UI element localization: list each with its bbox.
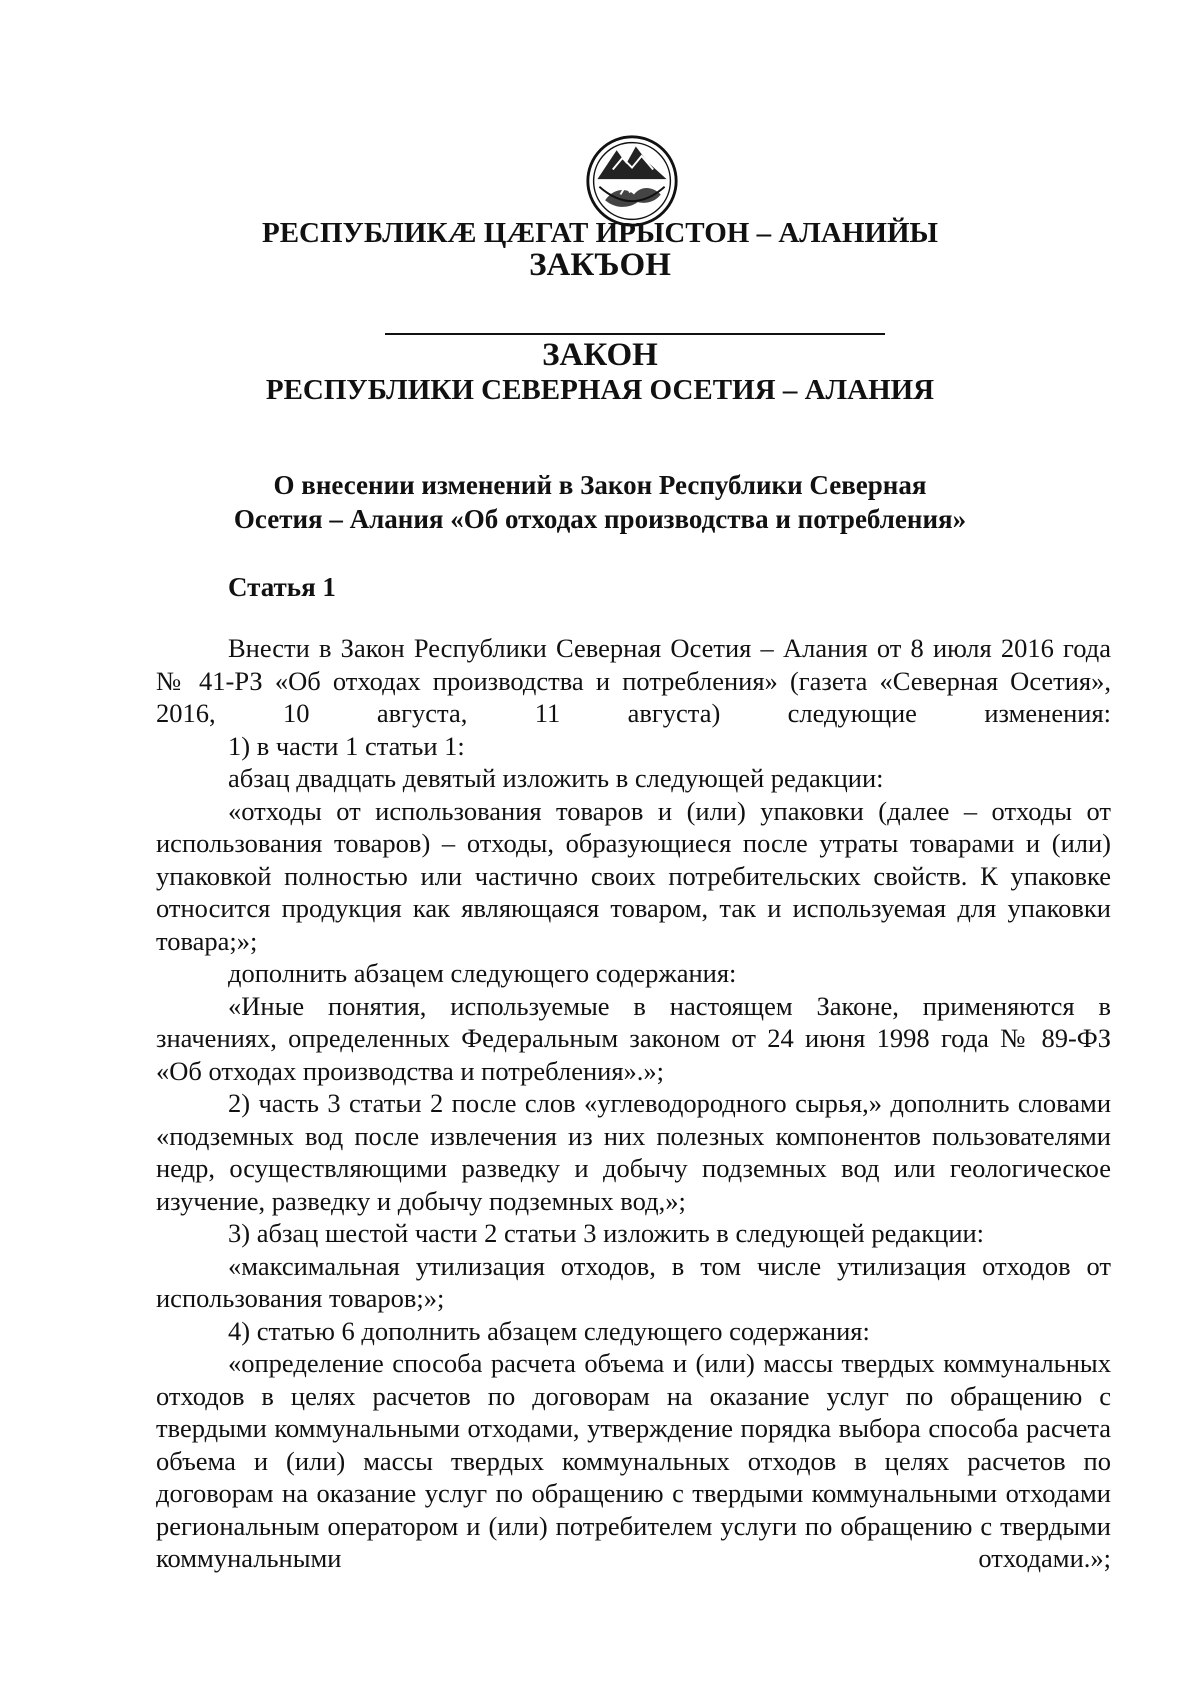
paragraph: «определение способа расчета объема и (или) массы твердых коммунальных отходов в целях расчетов по договорам на оказание услуг по обращению с твердыми коммунальными отходами, утверждение порядка выбора способа расчета объема и (или) массы твердых коммунальных отходов в целях расчетов по договорам на оказание услуг по обращению с твердыми коммунальными отходами региональным оператором и (или) потребителем услуги по обращению с твердыми коммунальными отходами.»; bbox=[156, 1348, 1111, 1573]
paragraph: 3) абзац шестой части 2 статьи 3 изложить в следующей редакции: bbox=[228, 1218, 985, 1248]
paragraph: 2) часть 3 статьи 2 после слов «углеводородного сырья,» дополнить словами «подземных вод после извлечения из них полезных компонентов пользователями недр, осуществляющими разведку и добычу подземных вод или геологическое изучение, разведку и добычу подземных вод,»; bbox=[156, 1088, 1111, 1216]
paragraph: «Иные понятия, используемые в настоящем Законе, применяются в значениях, определенных Федеральным законом от 24 июня 1998 года № 89-ФЗ «Об отходах производства и потребления».»; bbox=[156, 990, 1111, 1086]
russian-law-word: ЗАКОН bbox=[542, 337, 658, 373]
header-divider bbox=[385, 333, 885, 335]
ossetian-law-word: ЗАКЪОН bbox=[529, 247, 671, 283]
russian-republic-name: РЕСПУБЛИКИ СЕВЕРНАЯ ОСЕТИЯ – АЛАНИЯ bbox=[265, 374, 935, 406]
paragraph: 1) в части 1 статьи 1: bbox=[228, 730, 465, 761]
paragraph: «максимальная утилизация отходов, в том числе утилизация отходов от использования товаров;»; bbox=[156, 1250, 1111, 1313]
article-heading: Статья 1 bbox=[228, 572, 336, 602]
article-body bbox=[156, 632, 1111, 1575]
paragraph: Внести в Закон Республики Северная Осетия – Алания от 8 июля 2016 года № 41-РЗ «Об отходах производства и потребления» (газета «Северная Осетия», 2016, 10 августа, 11 августа) следующие изменения: bbox=[156, 633, 1111, 728]
law-title-line2: Осетия – Алания «Об отходах производства и потребления» bbox=[233, 504, 967, 534]
ossetian-republic-name: РЕСПУБЛИКӔ ЦӔГАТ ИРЫСТОН – АЛАНИЙЫ bbox=[262, 217, 938, 249]
paragraph: 4) статью 6 дополнить абзацем следующего содержания: bbox=[228, 1315, 870, 1346]
paragraph: дополнить абзацем следующего содержания: bbox=[228, 958, 737, 988]
law-title-line1: О внесении изменений в Закон Республики Северная bbox=[273, 470, 927, 500]
paragraph: «отходы от использования товаров и (или) упаковки (далее – отходы от использования товаров) – отходы, образующиеся после утраты товарами и (или) упаковкой полностью или частично своих потребительских свойств. К упаковке относится продукция как являющаяся товаром, так и используемая для упаковки товара;»; bbox=[156, 795, 1111, 956]
paragraph: абзац двадцать девятый изложить в следующей редакции: bbox=[228, 763, 884, 793]
